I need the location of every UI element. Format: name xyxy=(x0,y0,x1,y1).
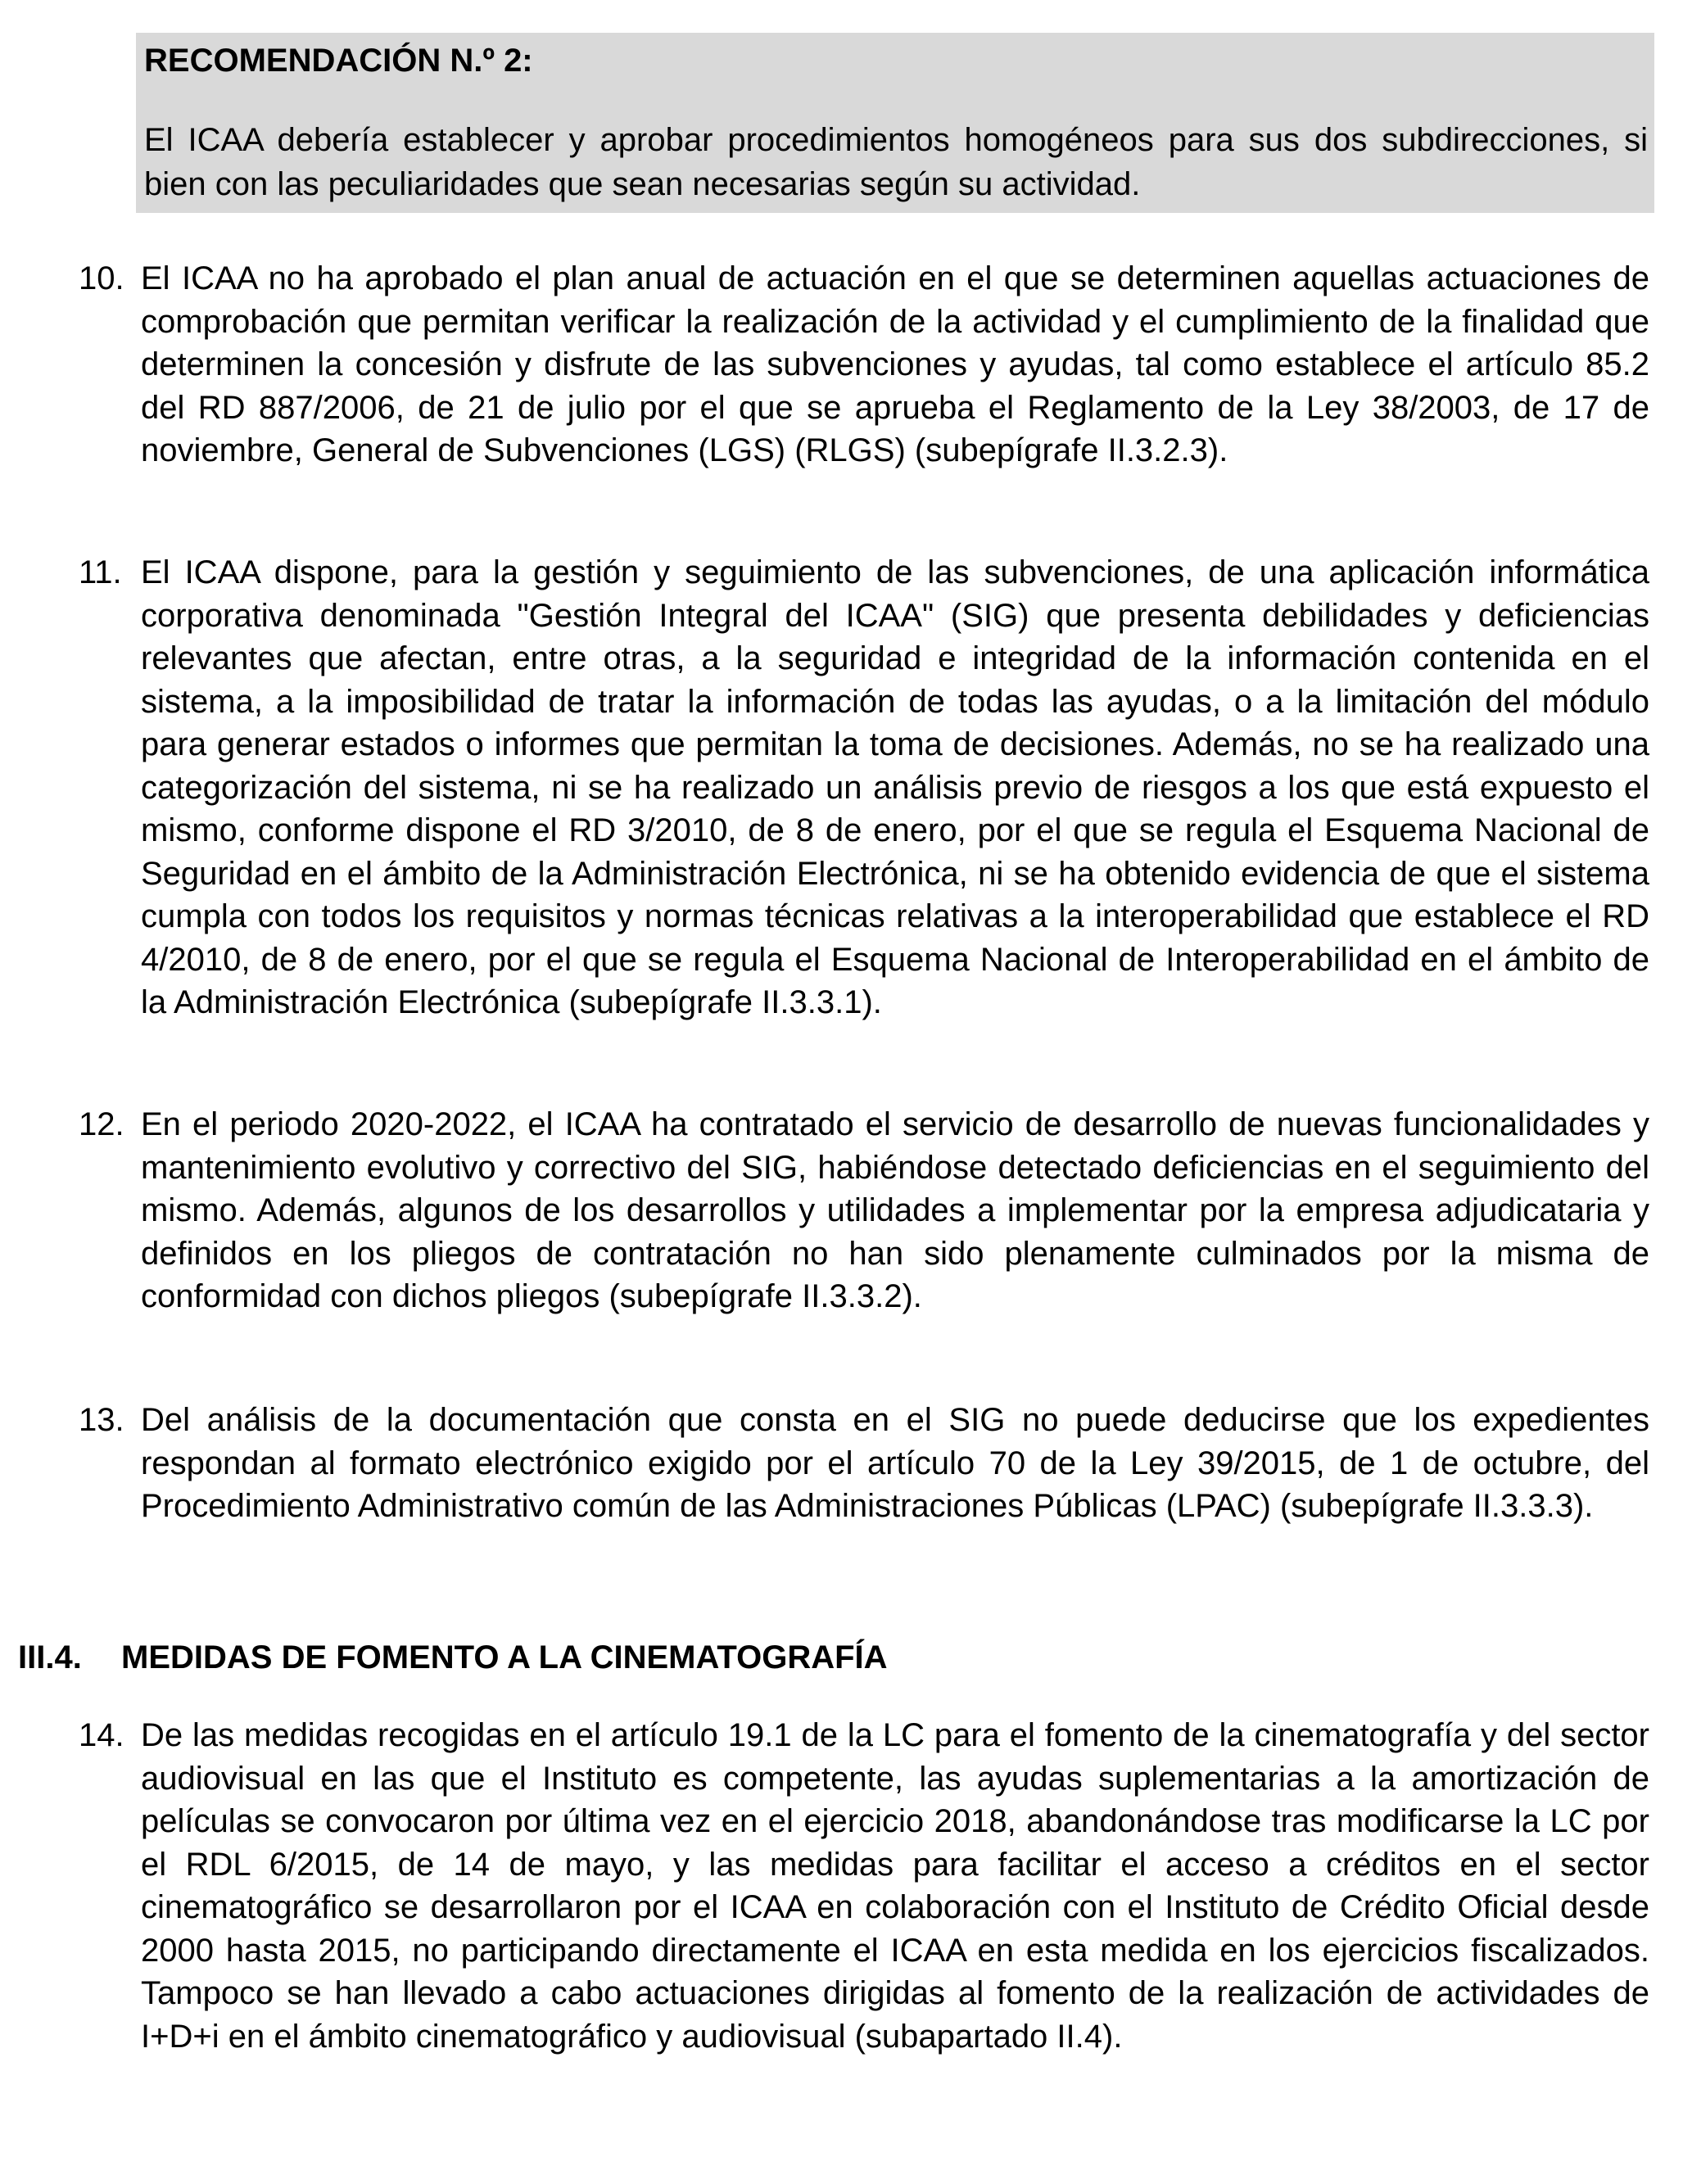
list-item-number: 11. xyxy=(79,554,122,590)
section-heading xyxy=(18,1635,888,1680)
list-item-text: El ICAA no ha aprobado el plan anual de actuación en el que se determinen aquellas actuaciones de comprobación que permitan verificar la realización de la actividad y el cumplimiento de la finalidad que determinen la concesión y disfrute de las subvenciones y ayudas, tal como establece el artículo 85.2 del RD 887/2006, de 21 de julio por el que se aprueba el Reglamento de la Ley 38/2003, de 17 de noviembre, General de Subvenciones (LGS) (RLGS) (subepígrafe II.3.2.3). xyxy=(141,260,1649,468)
recommendation-text: El ICAA debería establecer y aprobar procedimientos homogéneos para sus dos subdirecciones, si bien con las peculiaridades que sean necesarias según su actividad. xyxy=(144,122,1648,202)
list-item-text: En el periodo 2020-2022, el ICAA ha contratado el servicio de desarrollo de nuevas funcionalidades y mantenimiento evolutivo y correctivo del SIG, habiéndose detectado deficiencias en el seguimiento del mismo. Además, algunos de los desarrollos y utilidades a implementar por la empresa adjudicataria y definidos en los pliegos de contratación no han sido plenamente culminados por la misma de conformidad con dichos pliegos (subepígrafe II.3.3.2). xyxy=(141,1106,1649,1314)
list-item-number: 13. xyxy=(79,1402,124,1438)
list-item-number: 12. xyxy=(79,1106,124,1142)
section-title: MEDIDAS DE FOMENTO A LA CINEMATOGRAFÍA xyxy=(121,1639,888,1675)
list-item-text: De las medidas recogidas en el artículo 19.1 de la LC para el fomento de la cinematografía y del sector audiovisual en las que el Instituto es competente, las ayudas suplementarias a la amortización de películas se convocaron por última vez en el ejercicio 2018, abandonándose tras modificarse la LC por el RDL 6/2015, de 14 de mayo, y las medidas para facilitar el acceso a créditos en el sector cinematográfico se desarrollaron por el ICAA en colaboración con el Instituto de Crédito Oficial desde 2000 hasta 2015, no participando directamente el ICAA en esta medida en los ejercicios fiscalizados. Tampoco se han llevado a cabo actuaciones dirigidas al fomento de la realización de actividades de I+D+i en el ámbito cinematográfico y audiovisual (subapartado II.4). xyxy=(141,1717,1649,2055)
section-number: III.4. xyxy=(18,1639,82,1675)
recommendation-box xyxy=(136,33,1654,213)
list-item-number: 10. xyxy=(79,260,124,296)
list-item-text: El ICAA dispone, para la gestión y seguimiento de las subvenciones, de una aplicación informática corporativa denominada "Gestión Integral del ICAA" (SIG) que presenta debilidades y deficiencias relevantes que afectan, entre otras, a la seguridad e integridad de la información contenida en el sistema, a la imposibilidad de tratar la información de todas las ayudas, o a la limitación del módulo para generar estados o informes que permitan la toma de decisiones. Además, no se ha realizado una categorización del sistema, ni se ha realizado un análisis previo de riesgos a los que está expuesto el mismo, conforme dispone el RD 3/2010, de 8 de enero, por el que se regula el Esquema Nacional de Seguridad en el ámbito de la Administración Electrónica, ni se ha obtenido evidencia de que el sistema cumpla con todos los requisitos y normas técnicas relativas a la interoperabilidad que establece el RD 4/2010, de 8 de enero, por el que se regula el Esquema Nacional de Interoperabilidad en el ámbito de la Administración Electrónica (subepígrafe II.3.3.1). xyxy=(141,554,1649,1020)
list-item-number: 14. xyxy=(79,1717,124,1753)
list-item-text: Del análisis de la documentación que consta en el SIG no puede deducirse que los expedientes respondan al formato electrónico exigido por el artículo 70 de la Ley 39/2015, de 1 de octubre, del Procedimiento Administrativo común de las Administraciones Públicas (LPAC) (subepígrafe II.3.3.3). xyxy=(141,1402,1649,1524)
recommendation-title: RECOMENDACIÓN N.º 2: xyxy=(144,43,533,79)
